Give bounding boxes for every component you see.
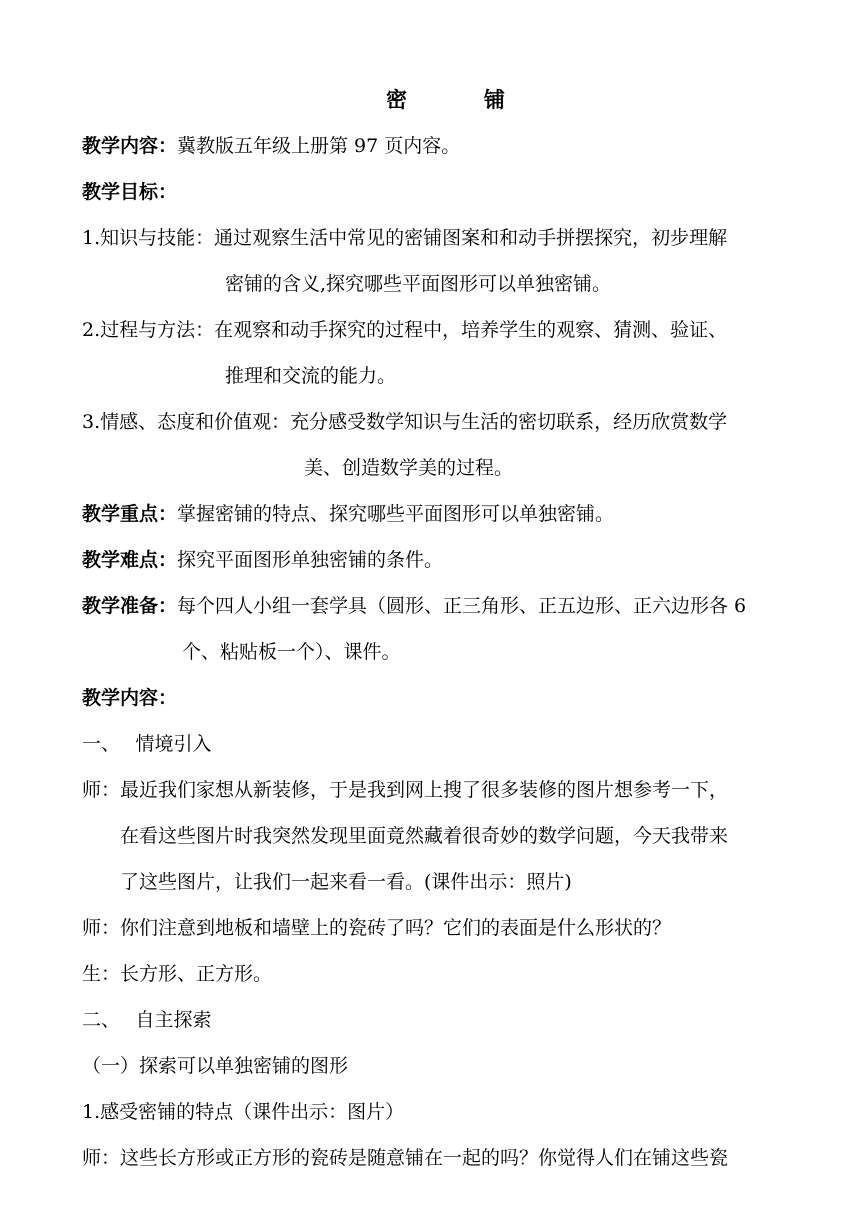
process-label: 教学内容： xyxy=(82,687,178,709)
content-label: 教学内容： xyxy=(82,135,178,157)
teacher-line-1c: 了这些图片，让我们一起来看一看。(课件出示：照片) xyxy=(120,871,572,893)
prep-text-line2: 个、粘贴板一个）、课件。 xyxy=(182,641,401,663)
teacher-line-3: 师：这些长方形或正方形的瓷砖是随意铺在一起的吗？你觉得人们在铺这些瓷 xyxy=(82,1147,729,1169)
difficulty-text: 探究平面图形单独密铺的条件。 xyxy=(177,549,444,571)
teacher-line-1b: 在看这些图片时我突然发现里面竟然藏着很奇妙的数学问题，今天我带来 xyxy=(120,825,729,847)
key-text: 掌握密铺的特点、探究哪些平面图形可以单独密铺。 xyxy=(177,503,615,525)
teacher-line-1a: 师：最近我们家想从新装修，于是我到网上搜了很多装修的图片想参考一下， xyxy=(82,779,729,801)
difficulty-label: 教学难点： xyxy=(82,549,178,571)
prep-text-line1: 每个四人小组一套学具（圆形、正三角形、正五边形、正六边形各 6 xyxy=(177,595,747,617)
student-line-1: 生：长方形、正方形。 xyxy=(82,963,273,985)
item-heading-1: 1.感受密铺的特点（课件出示：图片） xyxy=(82,1101,405,1123)
goal1-line1: 1.知识与技能：通过观察生活中常见的密铺图案和和动手拼摆探究，初步理解 xyxy=(82,227,728,249)
section-heading-2: 二、 自主探索 xyxy=(82,1009,212,1031)
subsection-heading-1: （一）探索可以单独密铺的图形 xyxy=(82,1055,349,1077)
prep-row xyxy=(82,593,746,619)
goals-label: 教学目标： xyxy=(82,181,178,203)
difficulty-row xyxy=(82,547,443,573)
content-row xyxy=(82,133,460,159)
goal3-line1: 3.情感、态度和价值观：充分感受数学知识与生活的密切联系，经历欣赏数学 xyxy=(82,411,728,433)
page-title: 密 铺 xyxy=(386,88,533,112)
content-text: 冀教版五年级上册第 97 页内容。 xyxy=(177,135,461,157)
goal1-line2: 密铺的含义,探究哪些平面图形可以单独密铺。 xyxy=(225,273,612,295)
key-label: 教学重点： xyxy=(82,503,178,525)
key-row xyxy=(82,501,614,527)
teacher-line-2: 师：你们注意到地板和墙壁上的瓷砖了吗？它们的表面是什么形状的？ xyxy=(82,917,672,939)
prep-label: 教学准备： xyxy=(82,595,178,617)
goal2-line2: 推理和交流的能力。 xyxy=(225,365,397,387)
goal2-line1: 2.过程与方法：在观察和动手探究的过程中，培养学生的观察、猜测、验证、 xyxy=(82,319,728,341)
goal3-line2: 美、创造数学美的过程。 xyxy=(304,457,514,479)
section-heading-1: 一、 情境引入 xyxy=(82,733,212,755)
